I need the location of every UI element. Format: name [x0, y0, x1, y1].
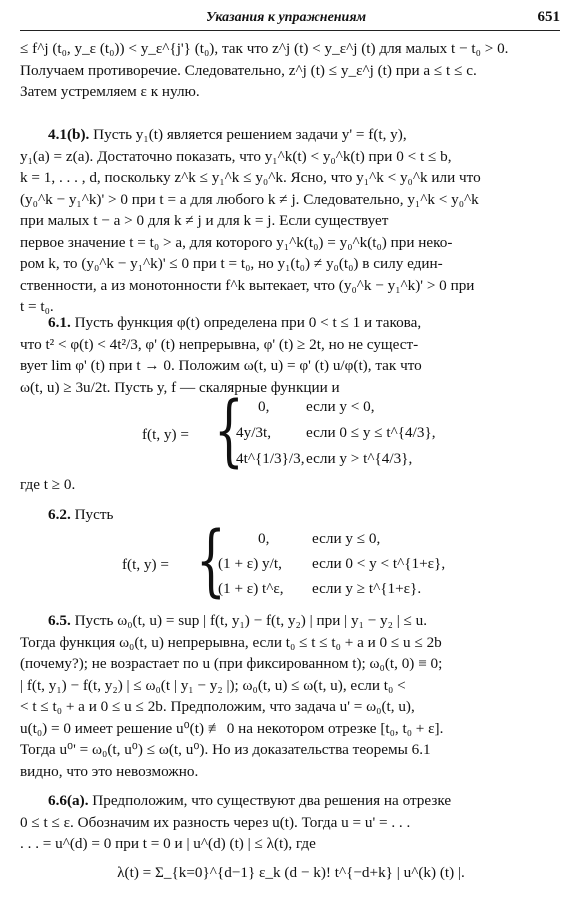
case-condition: если y ≥ t^{1+ε}.	[312, 580, 422, 597]
text-line: Затем устремляем ε к нулю.	[20, 83, 200, 100]
case-value: 0,	[258, 530, 270, 547]
left-brace: {	[196, 516, 226, 606]
text-line: Тогда функция ω₀(t, u) непрерывна, если t₀ ≤ t ≤ t₀ + a и 0 ≤ u ≤ 2b	[20, 633, 442, 651]
formula-6-6a	[0, 864, 582, 892]
text-line: 0 ≤ t ≤ ε. Обозначим их разность через u(t). Тогда u = u' = . . .	[20, 813, 411, 831]
text-line: вует lim φ' (t) при t → 0. Положим ω(t, u) = φ' (t) u/φ(t), так что	[20, 357, 422, 374]
case-condition: если y ≤ 0,	[312, 530, 381, 547]
text-line: при малых t − a > 0 для k ≠ j и для k = j. Если существует	[20, 212, 389, 229]
text-line: | f(t, y₁) − f(t, y₂) | ≤ ω₀(t | y₁ − y₂ |); ω₀(t, u) ≤ ω(t, u), если t₀ <	[20, 676, 406, 694]
page-number: 651	[537, 9, 560, 25]
text-fragment: Пусть y₁(t) является решением задачи y' = f(t, y),	[93, 126, 407, 143]
case-value: (1 + ε) y/t,	[218, 555, 282, 572]
case-condition: если 0 < y < t^{1+ε},	[312, 555, 446, 572]
text-line: t = t₀.	[20, 298, 54, 315]
text-line: что t² < φ(t) < 4t²/3, φ' (t) непрерывна, φ' (t) ≥ 2t, но не сущест-	[20, 335, 419, 353]
text-line: (почему?); не возрастает по u (при фиксированном t); ω₀(t, 0) ≡ 0;	[20, 655, 443, 672]
text-line: y₁(a) = z(a). Достаточно показать, что y₁^k(t) < y₀^k(t) при 0 < t ≤ b,	[20, 147, 452, 165]
lambda-formula: λ(t) = Σ_{k=0}^{d−1} ε_k (d − k)! t^{−d+k} | u^(k) (t) |.	[117, 864, 465, 881]
section-6-2	[20, 504, 560, 526]
text-line: видно, что это невозможно.	[20, 762, 199, 780]
left-brace: {	[214, 386, 244, 476]
case-condition: если y < 0,	[306, 398, 375, 415]
text-fragment: Пусть функция φ(t) определена при 0 < t ≤ 1 и такова,	[74, 314, 422, 331]
section-4-1b	[20, 124, 560, 318]
text-line	[20, 610, 560, 632]
case-value: 4t^{1/3}/3,	[236, 450, 305, 467]
section-label: 6.1.	[48, 314, 71, 331]
text-fragment: Предположим, что существуют два решения на отрезке	[92, 792, 452, 809]
case-condition: если 0 ≤ y ≤ t^{4/3},	[306, 424, 436, 441]
page-header	[20, 8, 560, 31]
case-condition: если y > t^{4/3},	[306, 450, 413, 467]
text-line	[20, 312, 560, 334]
text-line: ω(t, u) ≥ 3u/2t. Пусть y, f — скалярные функции и	[20, 378, 340, 396]
text-line: ственности, а из монотонности f^k вытекает, что (y₀^k − y₁^k)' > 0 при	[20, 276, 475, 294]
text-line: (y₀^k − y₁^k)' > 0 при t = a для любого k ≠ j. Следовательно, y₁^k < y₀^k	[20, 190, 479, 208]
case-value: (1 + ε) t^ε,	[218, 580, 284, 597]
text-line	[20, 790, 560, 812]
text-line: u(t₀) = 0 имеет решение u⁰(t) ≢ 0 на некотором отрезке [t₀, t₀ + ε].	[20, 719, 444, 737]
section-6-1	[20, 312, 560, 398]
text-line: k = 1, . . . , d, поскольку z^k ≤ y₁^k ≤ y₀^k. Ясно, что y₁^k < y₀^k или что	[20, 169, 481, 186]
text-fragment: Пусть	[74, 506, 114, 523]
text-line: первое значение t = t₀ > a, для которого y₁^k(t₀) = y₀^k(t₀) при неко-	[20, 233, 453, 251]
section-label: 6.2.	[48, 506, 71, 523]
text-line: ≤ f^j (t₀, y_ε (t₀)) < y_ε^{j'} (t₀), так что z^j (t) < y_ε^j (t) для малых t − t₀ > 0.	[20, 40, 509, 57]
section-label: 6.5.	[48, 612, 71, 629]
running-title: Указания к упражнениям	[206, 10, 367, 25]
text-line: Тогда u⁰' = ω₀(t, u⁰) ≤ ω(t, u⁰). Но из доказательства теоремы 6.1	[20, 741, 431, 758]
text-line	[20, 504, 560, 526]
text-line	[20, 124, 560, 146]
section-6-5	[20, 610, 560, 782]
case-value: 4y/3t,	[236, 424, 272, 441]
text-line: ром k, то (y₀^k − y₁^k)' ≤ 0 при t = t₀, но y₁(t₀) ≠ y₀(t₀) в силу един-	[20, 255, 443, 272]
intro-paragraph	[20, 38, 560, 103]
text-fragment: Пусть ω₀(t, u) = sup | f(t, y₁) − f(t, y₂) | при | y₁ − y₂ | ≤ u.	[74, 612, 428, 629]
section-label: 4.1(b).	[48, 126, 90, 143]
formula-6-2	[0, 516, 582, 606]
formula-lhs: f(t, y) =	[142, 426, 189, 443]
formula-lhs: f(t, y) =	[122, 556, 169, 573]
section-label: 6.6(a).	[48, 792, 89, 809]
text-line: . . . = u^(d) = 0 при t = 0 и | u^(d) (t) | ≤ λ(t), где	[20, 835, 316, 852]
text-line: < t ≤ t₀ + a и 0 ≤ u ≤ 2b. Предположим, что задача u' = ω₀(t, u),	[20, 698, 415, 715]
section-6-1-after	[20, 474, 560, 496]
text-line: Получаем противоречие. Следовательно, z^j (t) ≤ y_ε^j (t) при a ≤ t ≤ c.	[20, 61, 477, 79]
text-line: где t ≥ 0.	[20, 476, 76, 493]
section-6-6a	[20, 790, 560, 855]
case-value: 0,	[258, 398, 270, 415]
